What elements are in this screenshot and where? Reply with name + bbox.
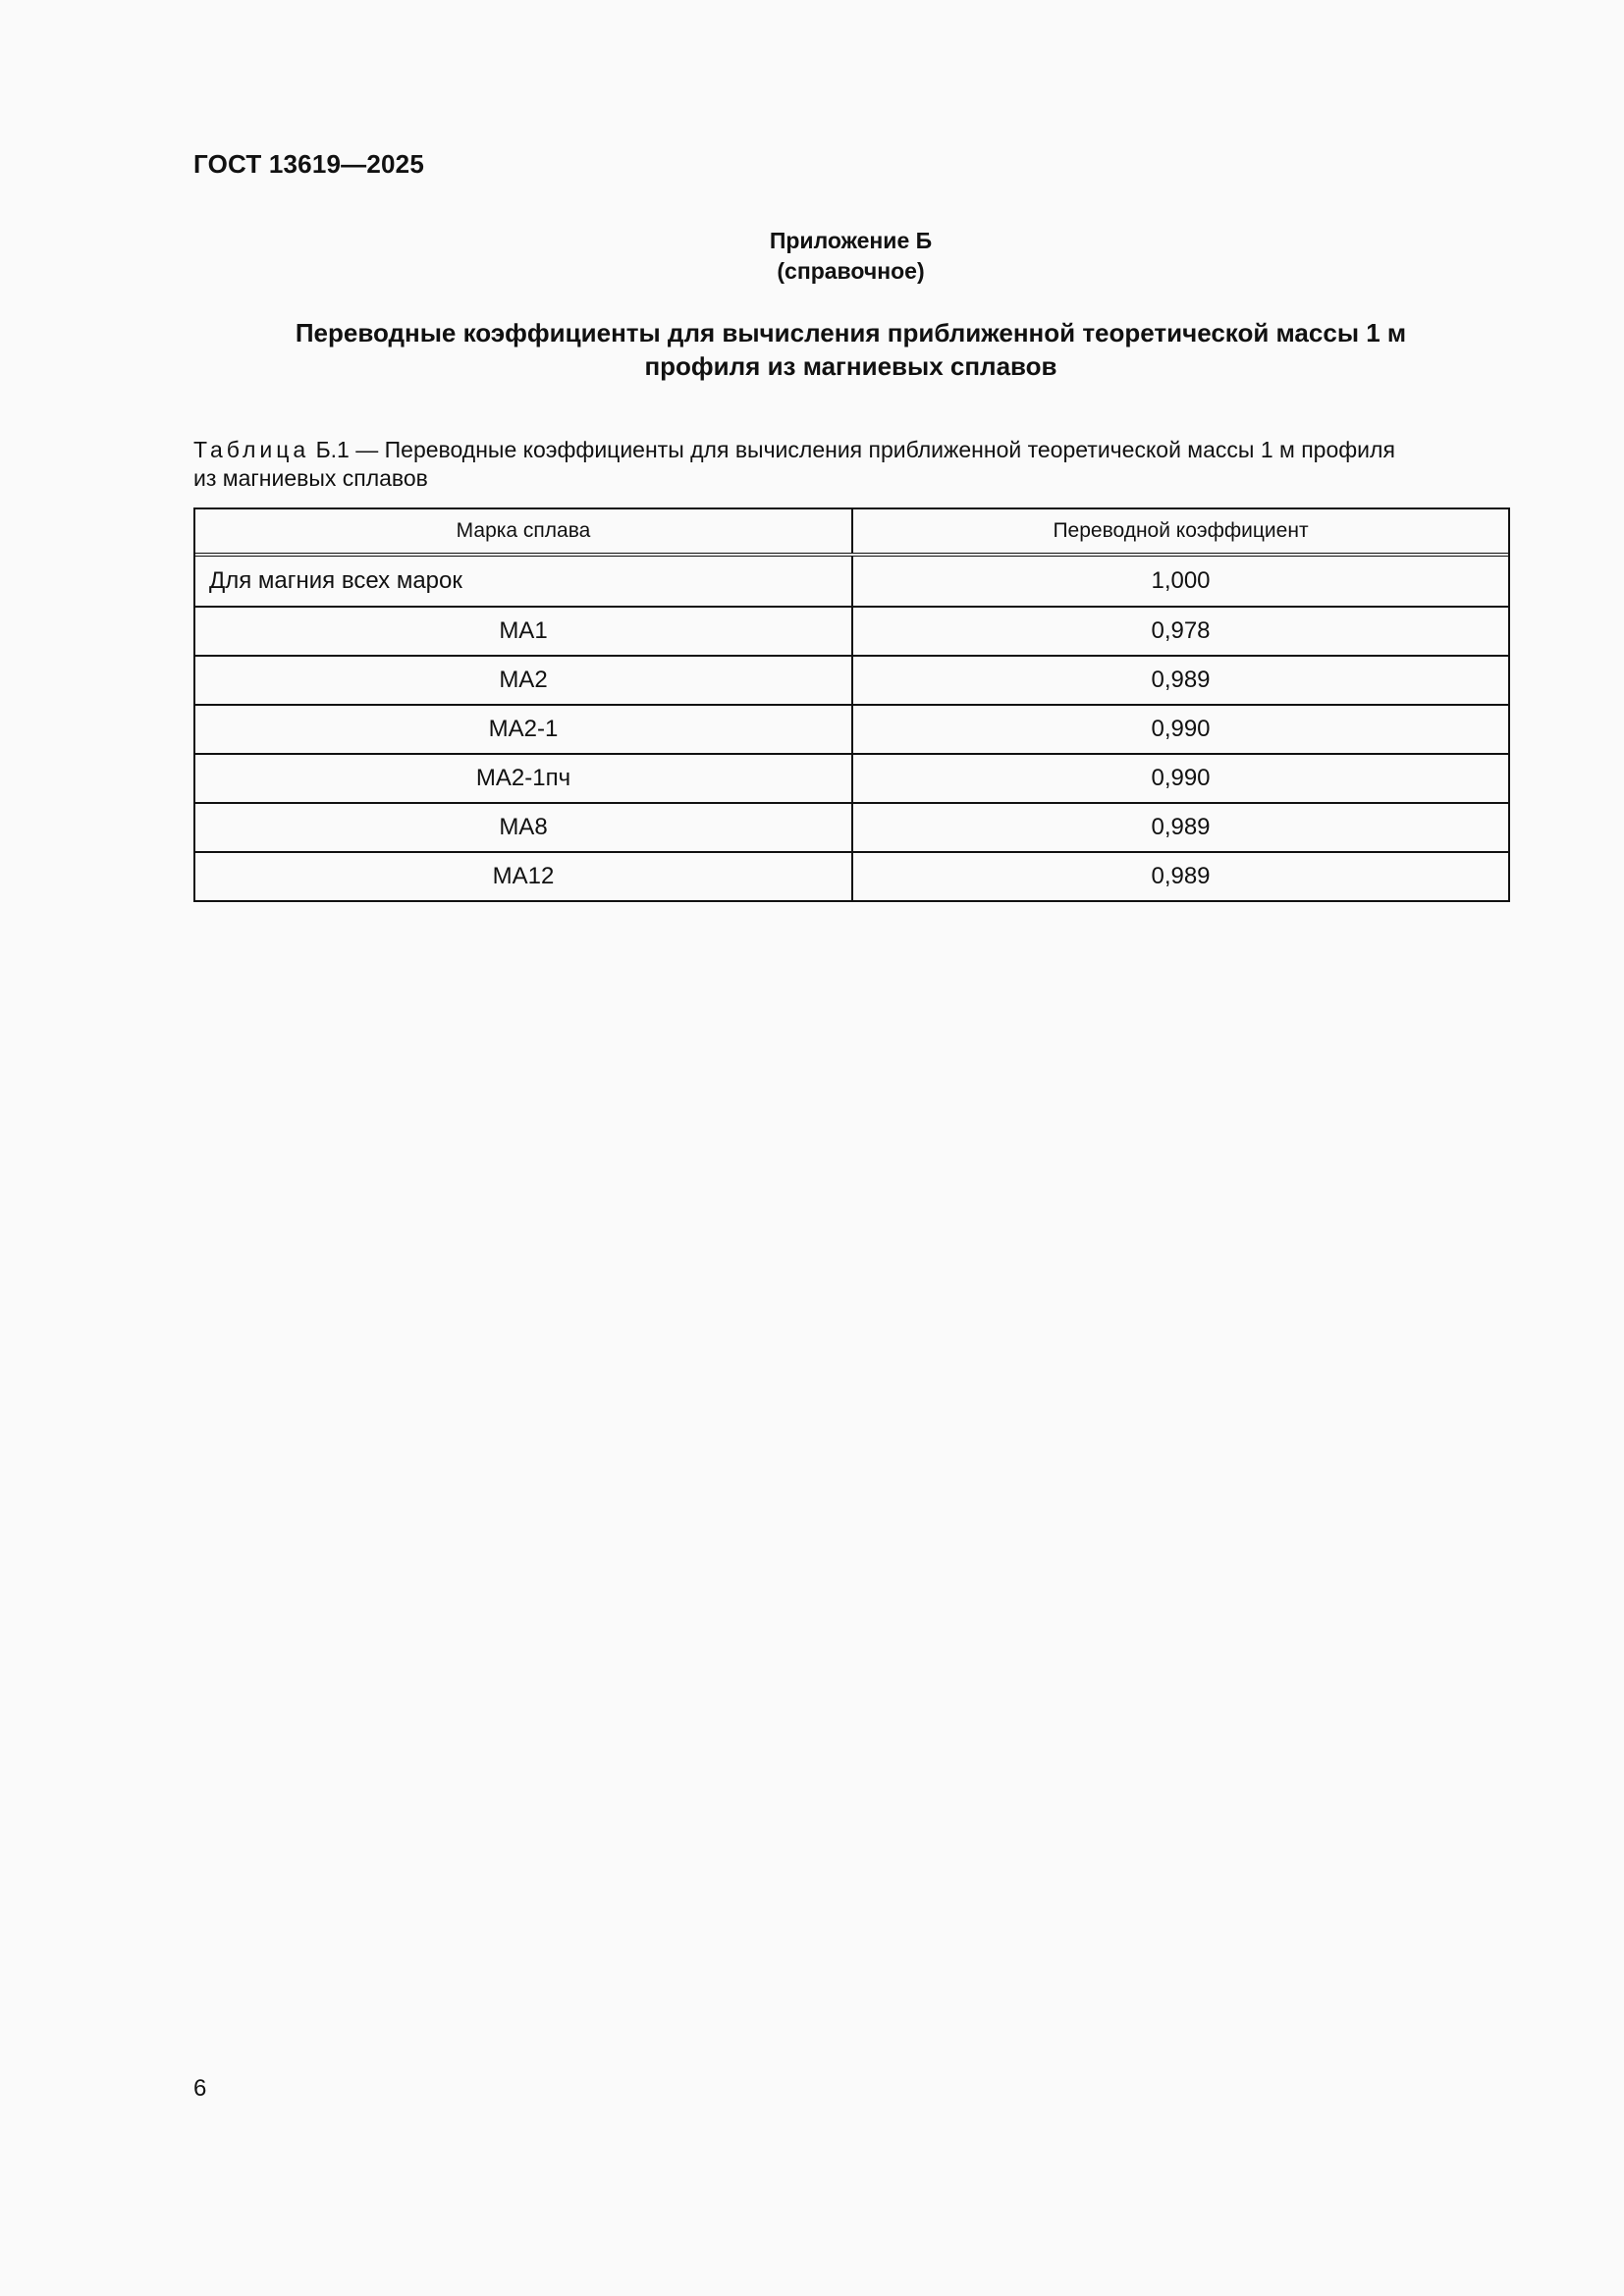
coefficient-cell: 1,000 <box>1151 567 1211 594</box>
table-row <box>195 557 1508 606</box>
table-row <box>195 802 1508 851</box>
coefficient-cell: 0,989 <box>1151 814 1211 840</box>
alloy-grade-cell: МА1 <box>195 608 853 655</box>
coefficient-cell: 0,990 <box>1151 716 1211 742</box>
coefficient-cell: 0,989 <box>1151 863 1211 889</box>
coefficient-cell: 0,978 <box>1151 617 1211 644</box>
table-caption <box>193 436 1514 493</box>
heading-line-1: Переводные коэффициенты для вычисления приближенной теоретической массы 1 м <box>295 318 1407 347</box>
table-row <box>195 753 1508 802</box>
page-number: 6 <box>193 2075 207 2102</box>
alloy-grade-cell: МА2-1пч <box>195 755 853 802</box>
table-header-row <box>195 509 1508 557</box>
caption-label: Таблица <box>193 437 310 462</box>
caption-line-1 <box>193 436 1514 464</box>
table-row <box>195 606 1508 655</box>
table-row <box>195 655 1508 704</box>
heading-line-2: профиля из магниевых сплавов <box>644 351 1057 381</box>
alloy-grade-cell: Для магния всех марок <box>195 557 853 606</box>
alloy-grade-cell: МА2-1 <box>195 706 853 753</box>
alloy-grade-cell: МА2 <box>195 657 853 704</box>
appendix-subtitle: (справочное) <box>777 258 925 284</box>
column-header-alloy-grade: Марка сплава <box>195 509 853 553</box>
document-code: ГОСТ 13619—2025 <box>193 149 424 179</box>
alloy-grade-cell: МА8 <box>195 804 853 851</box>
caption-line-2: из магниевых сплавов <box>193 465 428 491</box>
coefficients-table <box>193 507 1510 902</box>
caption-text: Б.1 — Переводные коэффициенты для вычисления приближенной теоретической массы 1 м профиля <box>309 437 1395 462</box>
appendix-block <box>193 226 1508 287</box>
coefficient-cell: 0,990 <box>1151 765 1211 791</box>
coefficient-cell: 0,989 <box>1151 667 1211 693</box>
table-row <box>195 704 1508 753</box>
column-header-coefficient: Переводной коэффициент <box>1053 519 1309 542</box>
appendix-title: Приложение Б <box>769 228 933 253</box>
table-row <box>195 851 1508 900</box>
appendix-heading <box>193 316 1508 383</box>
alloy-grade-cell: МА12 <box>195 853 853 900</box>
